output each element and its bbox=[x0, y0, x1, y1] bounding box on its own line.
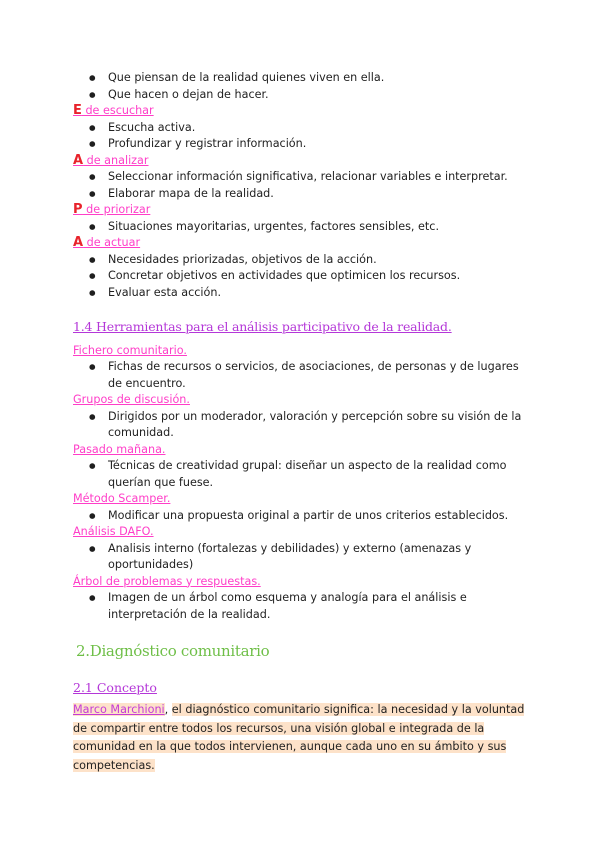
list-item: ● Concretar objetivos en actividades que optimicen los recursos. bbox=[73, 268, 533, 285]
chapter-2-title: 2.Diagnóstico comunitario bbox=[76, 642, 270, 660]
document-content bbox=[73, 70, 533, 775]
list-item: ● Que hacen o dejan de hacer. bbox=[73, 87, 533, 104]
step-letter: A bbox=[73, 152, 84, 168]
step-priorizar-heading[interactable] bbox=[73, 202, 533, 219]
list-item: ● Que piensan de la realidad quienes viven en ella. bbox=[73, 70, 533, 87]
separator: , bbox=[164, 703, 172, 716]
tool-arbol-problemas[interactable]: Árbol de problemas y respuestas. bbox=[73, 574, 261, 588]
list-item: ● Elaborar mapa de la realidad. bbox=[73, 186, 533, 203]
list-item: ● Analisis interno (fortalezas y debilidades) y externo (amenazas y oportunidades) bbox=[73, 541, 533, 574]
list-item: ● Situaciones mayoritarias, urgentes, factores sensibles, etc. bbox=[73, 219, 533, 236]
list-item: ● Escucha activa. bbox=[73, 120, 533, 137]
list-item: ● Fichas de recursos o servicios, de asociaciones, de personas y de lugares de encuentro. bbox=[73, 359, 533, 392]
step-analizar-heading[interactable] bbox=[73, 153, 533, 170]
step-escuchar-heading[interactable] bbox=[73, 103, 533, 120]
step-actuar-heading[interactable] bbox=[73, 235, 533, 252]
section-2-1-title[interactable]: 2.1 Concepto bbox=[73, 679, 157, 695]
tool-fichero-comunitario[interactable]: Fichero comunitario. bbox=[73, 343, 187, 357]
list-item: ● Dirigidos por un moderador, valoración y percepción sobre su visión de la comunidad. bbox=[73, 409, 533, 442]
tool-list bbox=[73, 359, 533, 392]
step-letter: P bbox=[73, 202, 83, 217]
tool-list bbox=[73, 541, 533, 574]
tool-grupos-discusion[interactable]: Grupos de discusión. bbox=[73, 393, 190, 406]
list-item: ● Seleccionar información significativa, relacionar variables e interpretar. bbox=[73, 169, 533, 186]
step-letter: E bbox=[73, 103, 82, 118]
list-item: ● Modificar una propuesta original a partir de unos criterios establecidos. bbox=[73, 508, 533, 525]
list-item: ● Técnicas de creatividad grupal: diseñar un aspecto de la realidad como querían que fuese. bbox=[73, 458, 533, 491]
step-escuchar-list bbox=[73, 120, 533, 153]
list-item: ● Necesidades priorizadas, objetivos de la acción. bbox=[73, 252, 533, 269]
step-analizar-list bbox=[73, 169, 533, 202]
tool-list bbox=[73, 458, 533, 491]
intro-list bbox=[73, 70, 533, 103]
tool-metodo-scamper[interactable]: Método Scamper. bbox=[73, 492, 171, 505]
tool-analisis-dafo[interactable]: Análisis DAFO. bbox=[73, 525, 154, 538]
step-label: de escuchar bbox=[81, 104, 154, 117]
tool-list bbox=[73, 409, 533, 442]
step-priorizar-list bbox=[73, 219, 533, 236]
list-item: ● Profundizar y registrar información. bbox=[73, 136, 533, 153]
tool-pasado-manana[interactable]: Pasado mañana. bbox=[73, 442, 166, 456]
step-label: de actuar bbox=[83, 236, 141, 249]
author-link[interactable]: Marco Marchioni bbox=[73, 703, 165, 716]
concept-paragraph bbox=[73, 701, 533, 775]
tool-list bbox=[73, 508, 533, 525]
step-letter: A bbox=[73, 235, 84, 250]
step-label: de analizar bbox=[83, 153, 149, 167]
tool-list bbox=[73, 590, 533, 623]
section-1-4-title[interactable]: 1.4 Herramientas para el análisis participativo de la realidad. bbox=[73, 319, 452, 334]
concept-text: el diagnóstico comunitario significa: la necesidad y la voluntad de compartir entre todos los recursos, una visión global e integrada de la comunidad en la que todos intervienen, aunque cada uno en su ámbito y sus competencias. bbox=[73, 703, 525, 772]
step-actuar-list bbox=[73, 252, 533, 302]
list-item: ● Evaluar esta acción. bbox=[73, 285, 533, 302]
step-label: de priorizar bbox=[82, 203, 151, 216]
list-item: ● Imagen de un árbol como esquema y analogía para el análisis e interpretación de la realidad. bbox=[73, 590, 533, 623]
